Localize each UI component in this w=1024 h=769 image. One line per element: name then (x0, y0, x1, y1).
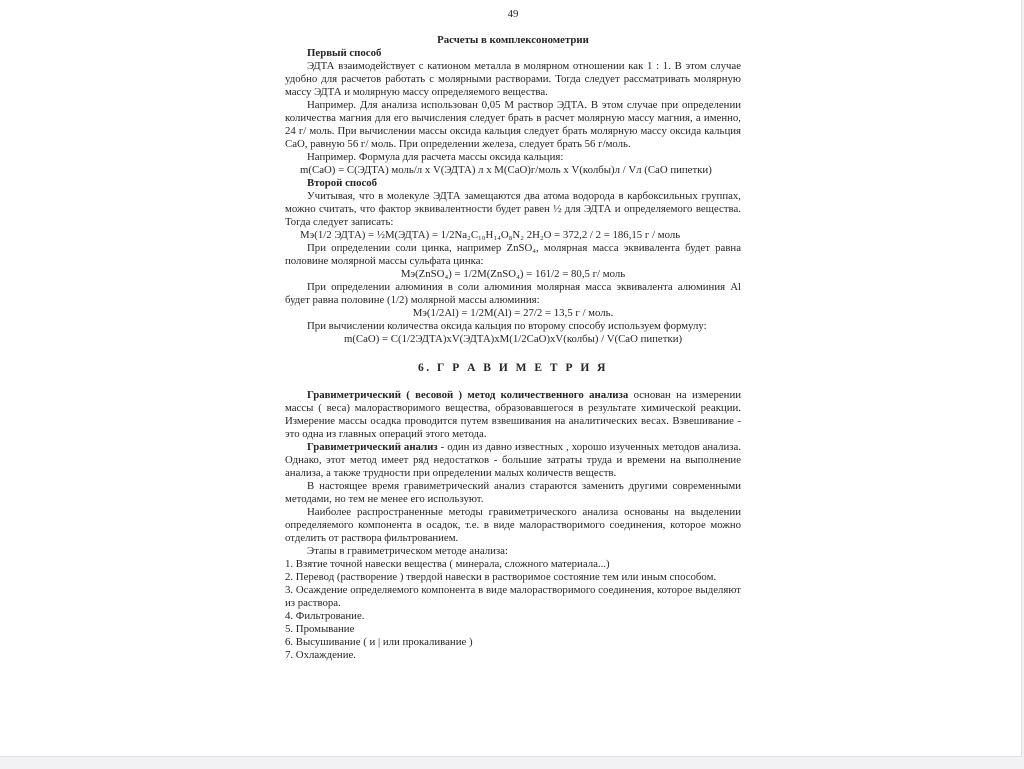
paragraph-edta-ratio: ЭДТА взаимодействует с катионом металла в молярном отношении как 1 : 1. В этом случае удобно для расчетов работать с молярными растворами. Тогда следует рассматривать молярную массу ЭДТА и молярную массу определяемого вещества. (285, 60, 741, 98)
formula-cao-second-method: m(CaO) = C(1/2ЭДТА)хV(ЭДТА)хМ(1/2CaO)хV(колбы) / V(CaO пипетки) (343, 333, 683, 345)
step-item-2: 2. Перевод (растворение ) твердой навески в растворимое состояние тем или иным способом. (285, 571, 717, 583)
paragraph-example-formula-intro: Например. Формула для расчета массы оксида кальция: (307, 151, 564, 163)
paragraph-common-methods: Наиболее распространенные методы гравиметрического анализа основаны на выделении определяемого компонента в осадок, т.е. в виде малорастворимого соединения, которое можно отделить от раствора фильтрованием. (285, 506, 741, 544)
subheading-first-method: Первый способ (307, 47, 382, 59)
page-number: 49 (507, 8, 519, 20)
section-heading-gravimetry: 6. Г Р А В И М Е Т Р И Я (418, 362, 608, 374)
formula-mass-cao: m(CaO) = С(ЭДТА) моль/л х V(ЭДТА) л х М(СаО)г/моль х V(колбы)л / Vл (СаО пипетки) (300, 164, 712, 176)
paragraph-gravimetric-analysis-rest: - один из давно известных , хорошо изученных методов анализа. Однако, этот метод имеет ряд недостатков - большие затраты труда и времени на выполнение анализа, а также трудности при определении малых количеств веществ. (285, 441, 741, 479)
subheading-second-method: Второй способ (307, 177, 378, 189)
step-item-6: 6. Высушивание ( и | или прокаливание ) (285, 636, 473, 648)
paragraph-gravimetric-method-rest: основан на измерении массы ( веса) малорастворимого вещества, образовавшегося в результате химической реакции. Измерение массы осадка проводится путем взвешивания на аналитических весах. Взвешивание - это одна из главных операций этого метода. (285, 389, 742, 440)
paragraph-nowadays: В настоящее время гравиметрический анализ стараются заменить другими современными методами, но тем не менее его используют. (285, 480, 741, 505)
step-item-7: 7. Охлаждение. (285, 649, 356, 661)
paragraph-zinc-salt: При определении соли цинка, например ZnSO₄, молярная масса эквивалента будет равна половине молярной массы сульфата цинка: (285, 242, 741, 267)
step-item-4: 4. Фильтрование. (285, 610, 365, 622)
section-title-complexonometry: Расчеты в комплексонометрии (437, 34, 589, 46)
step-item-1: 1. Взятие точной навески вещества ( минерала, сложного материала...) (285, 558, 610, 570)
step-item-5: 5. Промывание (285, 623, 355, 635)
step-item-3: 3. Осаждение определяемого компонента в виде малорастворимого соединения, которое выделяют из раствора. (285, 584, 741, 609)
paragraph-gravimetric-analysis (285, 441, 741, 480)
paragraph-gravimetric-method (285, 389, 741, 441)
bold-lead-gravimetric-method: Гравиметрический ( весовой ) метод количественного анализа (307, 389, 629, 401)
paragraph-aluminium: При определении алюминия в соли алюминия молярная масса эквивалента алюминия Al будет равна половине (1/2) молярной массы алюминия: (285, 281, 741, 306)
paragraph-second-method-formula-intro: При вычислении количества оксида кальция по второму способу используем формулу: (307, 320, 707, 332)
formula-edta-molar-mass: Мэ(1/2 ЭДТА) = ½М(ЭДТА) = 1/2Na₂C₁₀H₁₄O₈N₂ 2H₂O = 372,2 / 2 = 186,15 г / моль (300, 229, 681, 241)
paragraph-equivalence-factor: Учитывая, что в молекуле ЭДТА замещаются два атома водорода в карбоксильных группах, можно считать, что фактор эквивалентности будет равен ½ для ЭДТА и определяемого вещества. Тогда следует записать: (285, 190, 741, 228)
paragraph-example-005m: Например. Для анализа использован 0,05 М раствор ЭДТА. В этом случае при определении количества магния для его вычисления следует брать в расчет молярную массу магния, а именно, 24 г/ моль. При вычислении массы оксида кальция следует брать молярную массу оксида кальция СаО, равную 56 г/ моль. При определении железа, следует брать 56 г/моль. (285, 99, 741, 150)
paragraph-stages-intro: Этапы в гравиметрическом методе анализа: (307, 545, 508, 557)
text-column (285, 8, 741, 662)
gravimetry-steps-list (285, 558, 741, 662)
formula-znso4: Мэ(ZnSO₄) = 1/2M(ZnSO₄) = 161/2 = 80,5 г/ моль (400, 268, 626, 280)
formula-aluminium: Мэ(1/2Al) = 1/2M(Al) = 27/2 = 13,5 г / моль. (412, 307, 614, 319)
bold-lead-gravimetric-analysis: Гравиметрический анализ (307, 441, 438, 453)
